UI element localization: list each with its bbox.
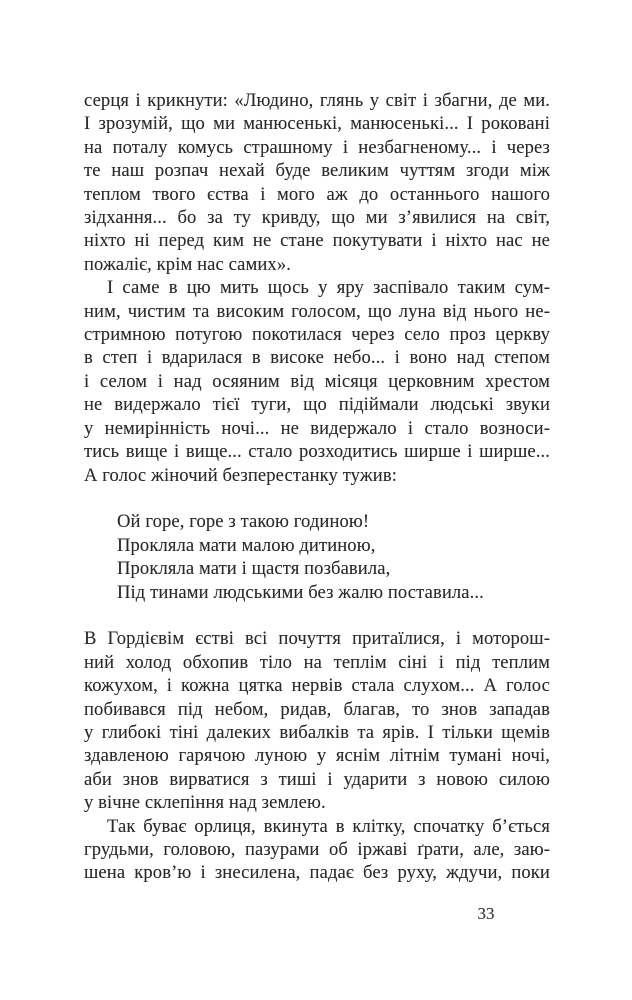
text-line: пожаліє, крім нас самих».: [84, 253, 291, 275]
text-line: ніхто ні перед ким не стане покутувати і ніхто нас не: [84, 230, 550, 252]
text-line: теплом твого єства і мого аж до останнього нашого: [84, 183, 550, 205]
page-number: 33: [477, 904, 495, 923]
text-line: те наш розпач нехай буде великим чуттям згоди між: [84, 160, 550, 182]
verse-line: Прокляла мати малою дитиною,: [117, 534, 376, 556]
text-line: стримною потугою покотилася через село проз церкву: [84, 324, 550, 346]
text-line: в степ і вдарилася в високе небо... і воно над степом: [84, 347, 550, 369]
paragraph-song-intro: [84, 276, 550, 487]
text-line: А голос жіночий безперестанку тужив:: [84, 464, 397, 486]
text-line: І зрозумій, що ми манюсенькі, манюсенькі... І роковані: [84, 113, 550, 135]
text-line: у вічне склепіння над землею.: [84, 792, 326, 814]
text-line: ним, чистим та високим голосом, що луна від нього не-: [84, 300, 550, 322]
text-line: здавленою гарячою луною у яснім літнім тумані ночі,: [84, 745, 550, 767]
text-line: на поталу комусь страшному і незбагненому... і через: [84, 136, 550, 158]
text-line: грудьми, головою, пазурами об іржаві ґрати, але, заю-: [84, 838, 550, 860]
text-line: тись вище і вище... стало розходитись ширше і ширше...: [84, 441, 550, 463]
text-line: Так буває орлиця, вкинута в клітку, спочатку б’ється: [107, 815, 550, 837]
text-line: у глибокі тіні далеких вибалків та ярів. І тільки щемів: [84, 721, 550, 743]
text-line: В Гордієвім єстві всі почуття притаїлися, і моторош-: [84, 628, 550, 650]
text-line: зідхання... бо за ту кривду, що ми з’явилися на світ,: [84, 207, 550, 229]
verse-line: Прокляла мати і щастя позбавила,: [117, 558, 391, 580]
text-line: серця і крикнути: «Людино, глянь у світ і збагни, де ми.: [84, 90, 550, 111]
text-line: кожухом, і кожна цятка нервів стала слухом... А голос: [84, 675, 550, 697]
verse-block: [84, 510, 550, 604]
paragraph-eagle: [84, 815, 550, 885]
text-line: у немирінність ночі... не видержало і стало возноси-: [84, 417, 550, 439]
text-line: побивався під небом, ридав, благав, то знов западав: [84, 698, 550, 720]
paragraph-continued: [84, 89, 550, 276]
verse-line: Ой горе, горе з такою годиною!: [117, 511, 370, 533]
text-line: шена кров’ю і знесилена, падає без руху, ждучи, поки: [84, 862, 550, 884]
text-block: [84, 89, 550, 885]
text-line: аби знов вирватися з тиші і ударити з новою силою: [84, 768, 550, 790]
verse-line: Під тинами людськими без жалю поставила...: [117, 581, 484, 603]
text-line: ний холод обхопив тіло на теплім сіні і під теплим: [84, 651, 550, 673]
text-line: не видержало тієї туги, що підіймали людські звуки: [84, 394, 550, 416]
text-line: і селом і над осяяним від місяця церковним хрестом: [84, 370, 550, 392]
paragraph-hordii: [84, 627, 550, 814]
text-line: І саме в цю мить щось у яру заспівало таким сум-: [107, 277, 550, 299]
